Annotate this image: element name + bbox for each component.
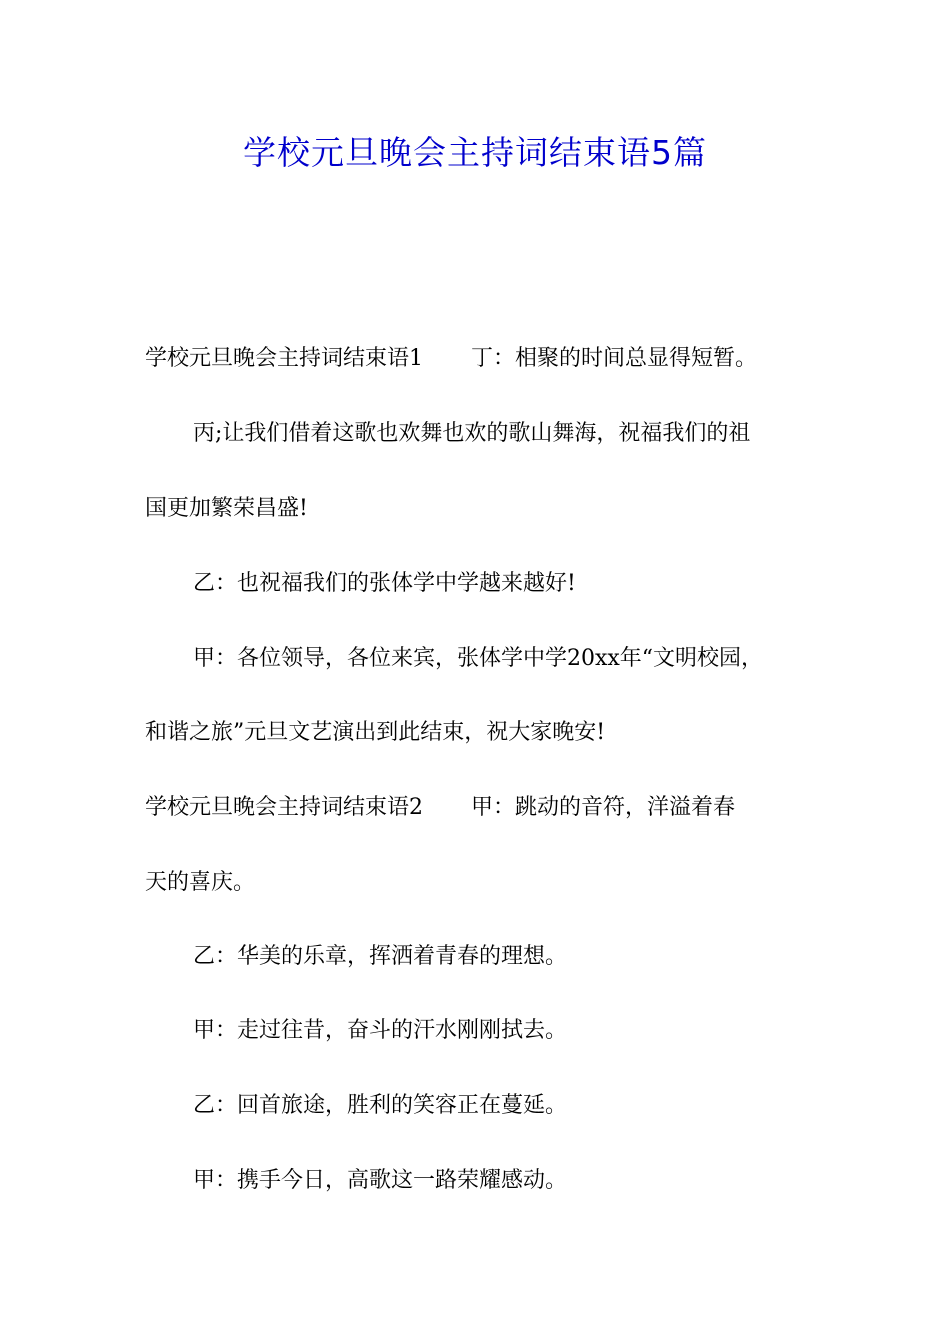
paragraph-line: 甲：走过往昔，奋斗的汗水刚刚拭去。 — [193, 1018, 568, 1043]
paragraph-line: 甲：各位领导，各位来宾，张体学中学20xx年“文明校园， — [193, 646, 764, 671]
paragraph-line: 丙;让我们借着这歌也欢舞也欢的歌山舞海，祝福我们的祖 — [193, 421, 751, 446]
paragraph-text: 丁：相聚的时间总显得短暂。 — [471, 346, 758, 371]
paragraph-line: 乙：也祝福我们的张体学中学越来越好! — [193, 571, 576, 596]
document-title: 学校元旦晚会主持词结束语5篇 — [243, 133, 707, 172]
section-heading-2-line — [145, 791, 835, 825]
paragraph-line: 国更加繁荣昌盛! — [145, 496, 308, 521]
paragraph-line: 天的喜庆。 — [145, 870, 256, 895]
section-heading: 学校元旦晚会主持词结束语2 — [145, 795, 423, 820]
paragraph-line: 和谐之旅”元旦文艺演出到此结束，祝大家晚安! — [145, 720, 606, 745]
section-heading-1-line — [145, 342, 835, 376]
paragraph-line: 乙：回首旅途，胜利的笑容正在蔓延。 — [193, 1093, 568, 1118]
section-heading: 学校元旦晚会主持词结束语1 — [145, 346, 423, 371]
paragraph-line: 乙：华美的乐章，挥洒着青春的理想。 — [193, 944, 568, 969]
paragraph-text: 甲：跳动的音符，洋溢着春 — [471, 795, 736, 820]
paragraph-line: 甲：携手今日，高歌这一路荣耀感动。 — [193, 1168, 568, 1193]
